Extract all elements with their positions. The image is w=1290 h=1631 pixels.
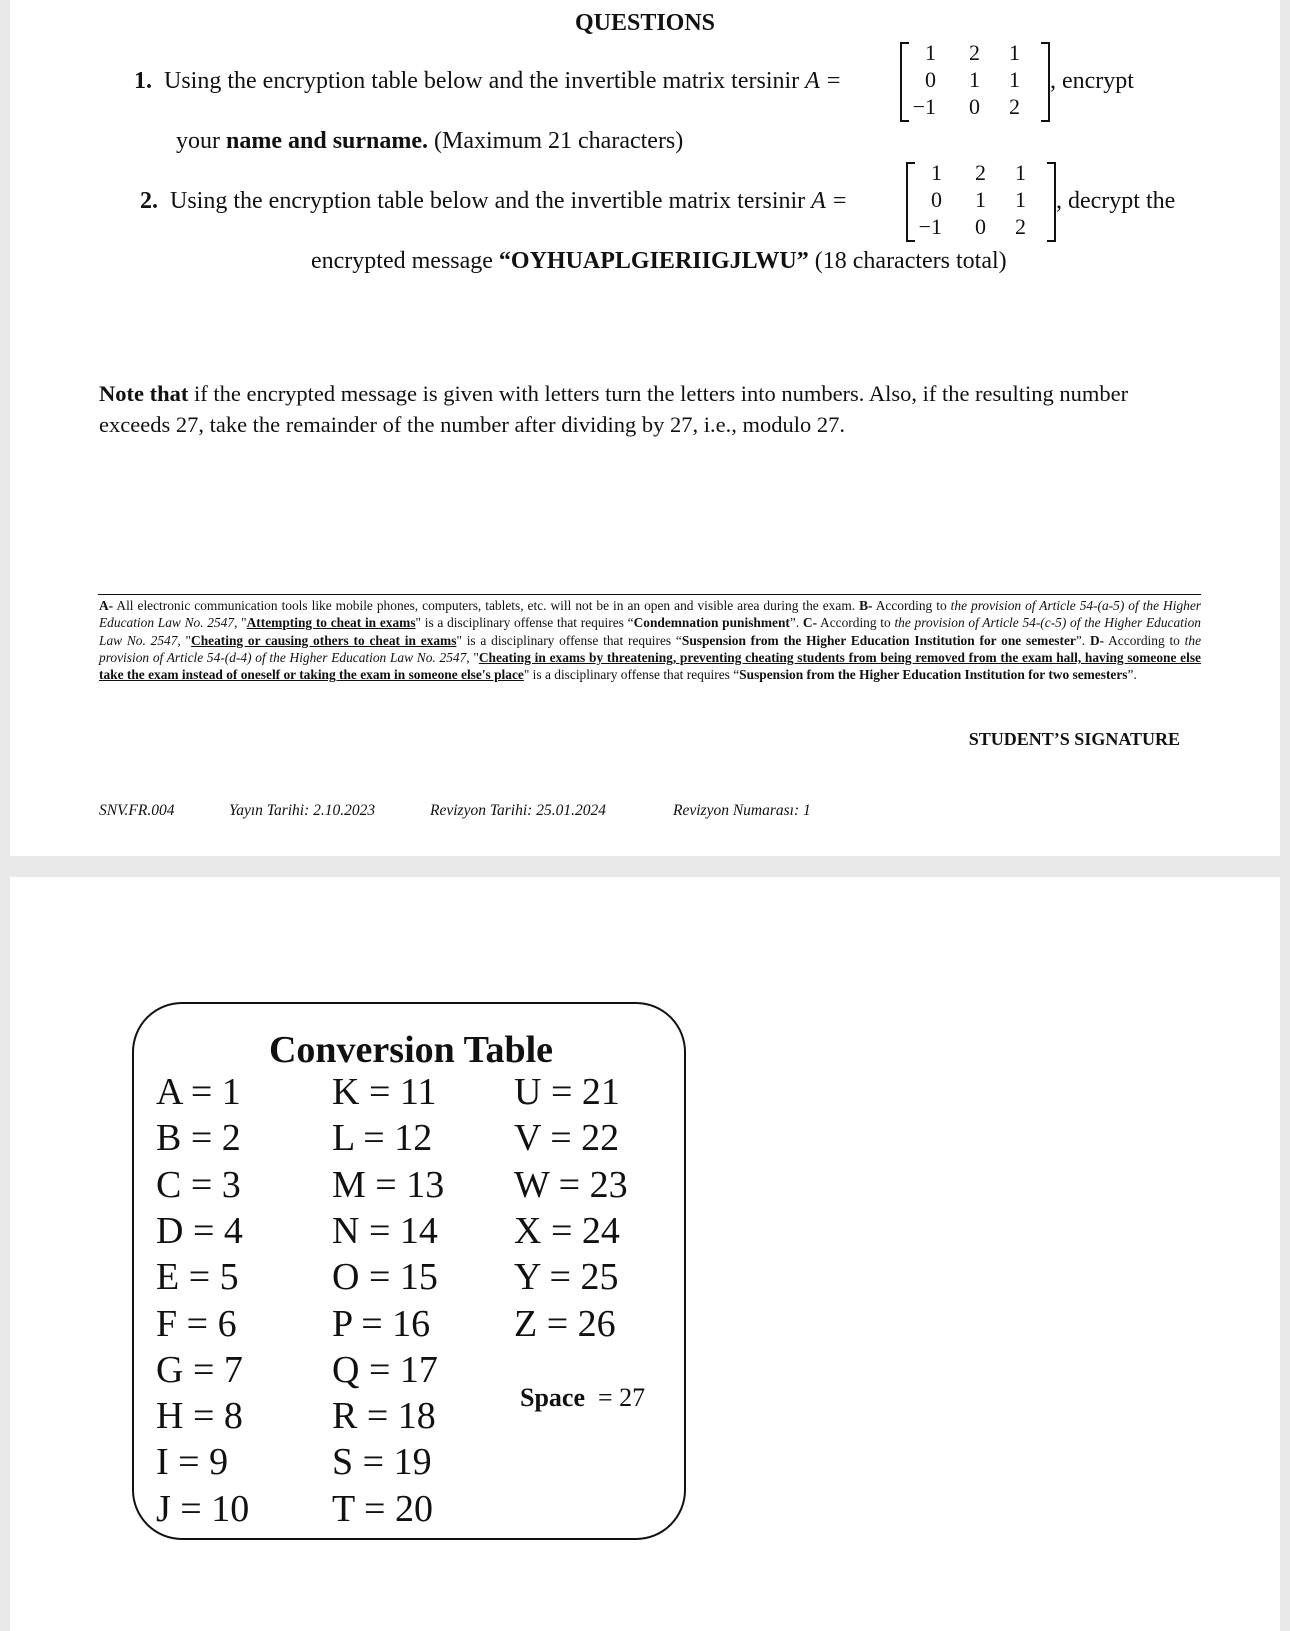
matrix-cell: 2	[1009, 94, 1020, 119]
matrix-cell: 2	[1015, 214, 1026, 239]
footer-form-code: SNV.FR.004	[99, 802, 175, 819]
matrix-cell: 0	[931, 187, 942, 212]
rule-c-text: According to	[817, 615, 895, 631]
q1-dot: .	[422, 128, 435, 154]
matrix-right-bracket	[1041, 42, 1050, 122]
conversion-entry: G = 7	[156, 1348, 243, 1391]
rule-b-offense: Attempting to cheat in exams	[246, 615, 416, 631]
question-1-tail: , encrypt	[1050, 68, 1134, 94]
space-label: Space	[520, 1383, 585, 1412]
conversion-entry: M = 13	[332, 1163, 445, 1206]
question-1-text: Using the encryption table below and the invertible matrix tersinir	[164, 68, 806, 94]
space-value: = 27	[598, 1383, 646, 1412]
conversion-entry: X = 24	[514, 1209, 620, 1252]
rule-b-text: , "	[234, 615, 247, 631]
conversion-entry: V = 22	[514, 1117, 620, 1160]
conversion-entry: C = 3	[156, 1163, 241, 1206]
matrix-cell: 0	[969, 94, 980, 119]
q2-char-count: (18 characters total)	[808, 248, 1007, 274]
conversion-entry: Y = 25	[514, 1256, 619, 1299]
rule-b-label: B-	[859, 598, 873, 613]
conversion-entry: D = 4	[156, 1209, 243, 1252]
note-paragraph	[99, 378, 1199, 440]
conversion-entry: N = 14	[332, 1209, 438, 1252]
matrix-cell: −1	[918, 214, 942, 239]
rule-a-text: All electronic communication tools like mobile phones, computers, tablets, etc. will not be in an open and visible area during the exam.	[113, 598, 860, 613]
conversion-entry: K = 11	[332, 1071, 437, 1113]
rule-b-text: " is a disciplinary offense that requires “	[415, 615, 634, 631]
footer-publish-date: Yayın Tarihi: 2.10.2023	[229, 802, 376, 819]
matrix-cell: 1	[969, 67, 980, 92]
question-2-line-1	[140, 188, 848, 215]
rule-a-label: A-	[99, 598, 114, 613]
rule-c-text: , "	[177, 632, 192, 648]
note-text: if the encrypted message is given with letters turn the letters into numbers. Also, if the resulting number exceeds 27, take the remainder of the number after dividing by 27, i.e., modulo 27.	[99, 381, 1129, 437]
note-label: Note that	[99, 381, 189, 406]
q1-name-surname: name and surname	[226, 128, 423, 154]
conversion-entry: T = 20	[332, 1487, 433, 1530]
q1-max-chars: (Maximum 21 characters)	[434, 128, 684, 154]
question-1-line-1	[134, 68, 842, 95]
rule-d-text: ”.	[1127, 667, 1137, 683]
matrix-a-q2	[906, 160, 1056, 244]
conversion-entry: J = 10	[156, 1487, 250, 1530]
matrix-cell: 1	[1015, 160, 1026, 185]
q2-text-a: encrypted message	[311, 248, 499, 274]
rule-d-label: D-	[1089, 632, 1105, 648]
matrix-cell: −1	[912, 94, 936, 119]
question-2-line-2	[311, 248, 1007, 275]
question-1-number: 1.	[134, 68, 152, 94]
question-2-text: Using the encryption table below and the invertible matrix tersinir	[170, 188, 812, 214]
rule-b-text: According to	[872, 598, 951, 613]
exam-page	[10, 0, 1280, 856]
matrix-cell: 1	[1009, 40, 1020, 65]
conversion-entry: A = 1	[156, 1071, 241, 1113]
matrix-variable: A =	[805, 68, 842, 94]
matrix-cell: 1	[975, 187, 986, 212]
rule-d-text: , "	[466, 649, 479, 665]
matrix-cell: 2	[975, 160, 986, 185]
conversion-entry: B = 2	[156, 1117, 241, 1160]
footer-revision-date: Revizyon Tarihi: 25.01.2024	[430, 802, 606, 819]
conversion-entry: F = 6	[156, 1302, 237, 1345]
rule-b-punishment: Condemnation punishment	[633, 615, 790, 631]
footer-revision-number: Revizyon Numarası: 1	[673, 802, 811, 819]
matrix-cell: 0	[925, 67, 936, 92]
conversion-entry: E = 5	[156, 1256, 239, 1299]
conversion-entry: L = 12	[332, 1117, 433, 1160]
divider	[98, 594, 1201, 595]
matrix-cell: 1	[925, 40, 936, 65]
matrix-variable: A =	[811, 188, 848, 214]
rule-c-punishment: Suspension from the Higher Education Institution for one semester	[681, 632, 1076, 648]
rule-d-text: " is a disciplinary offense that requires “	[523, 667, 740, 683]
rule-d-punishment: Suspension from the Higher Education Institution for two semesters	[739, 667, 1128, 683]
student-signature-label: STUDENT’S SIGNATURE	[968, 729, 1180, 749]
question-2-number: 2.	[140, 188, 158, 214]
conversion-entry: Z = 26	[514, 1302, 616, 1345]
exam-rules	[99, 597, 1201, 683]
rule-d-offense: Cheating in exams by threatening, preventing cheating students from being removed from the exam hall, having someone else take the exam instead of oneself or taking the exam in someone else's place	[99, 649, 1201, 683]
matrix-cell: 1	[931, 160, 942, 185]
rule-d-text: According to	[1104, 632, 1185, 648]
conversion-entry: R = 18	[332, 1395, 436, 1438]
space-entry	[520, 1383, 645, 1413]
rule-c-label: C-	[802, 615, 818, 631]
conversion-entry: P = 16	[332, 1302, 431, 1345]
page-title: QUESTIONS	[574, 10, 716, 36]
question-2-tail: , decrypt the	[1056, 188, 1176, 214]
matrix-cell: 1	[1015, 187, 1026, 212]
encrypted-message: “OYHUAPLGIERIIGJLWU”	[498, 248, 809, 274]
matrix-cell: 1	[1009, 67, 1020, 92]
rule-d-article: the provision of Article 54-(d-4) of the Higher Education Law No. 2547	[99, 632, 1202, 665]
rule-b-article: the provision of Article 54-(a-5) of the Higher Education Law No. 2547	[99, 598, 1201, 631]
conversion-entry: U = 21	[514, 1071, 620, 1113]
matrix-cell: 0	[975, 214, 986, 239]
matrix-cell: 2	[969, 40, 980, 65]
q1-text-a: your	[176, 128, 226, 154]
conversion-entry: S = 19	[332, 1441, 432, 1484]
matrix-a-q1	[900, 40, 1050, 124]
matrix-right-bracket	[1047, 162, 1056, 242]
conversion-entry: Q = 17	[332, 1348, 438, 1391]
rule-c-article: the provision of Article 54-(c-5) of the Higher Education Law No. 2547	[99, 615, 1202, 648]
conversion-entry: O = 15	[332, 1256, 438, 1299]
conversion-entry: I = 9	[156, 1441, 229, 1484]
rule-c-offense: Cheating or causing others to cheat in exams	[191, 632, 457, 648]
conversion-page	[10, 877, 1280, 1631]
question-1-line-2	[176, 128, 683, 155]
conversion-table-title: Conversion Table	[268, 1029, 554, 1071]
conversion-entry: W = 23	[514, 1163, 628, 1206]
rule-c-text: ”.	[1075, 632, 1090, 648]
rule-b-text: ”.	[789, 615, 803, 631]
conversion-table	[132, 1002, 686, 1540]
conversion-entry: H = 8	[156, 1395, 243, 1438]
rule-c-text: " is a disciplinary offense that requires “	[456, 632, 682, 648]
